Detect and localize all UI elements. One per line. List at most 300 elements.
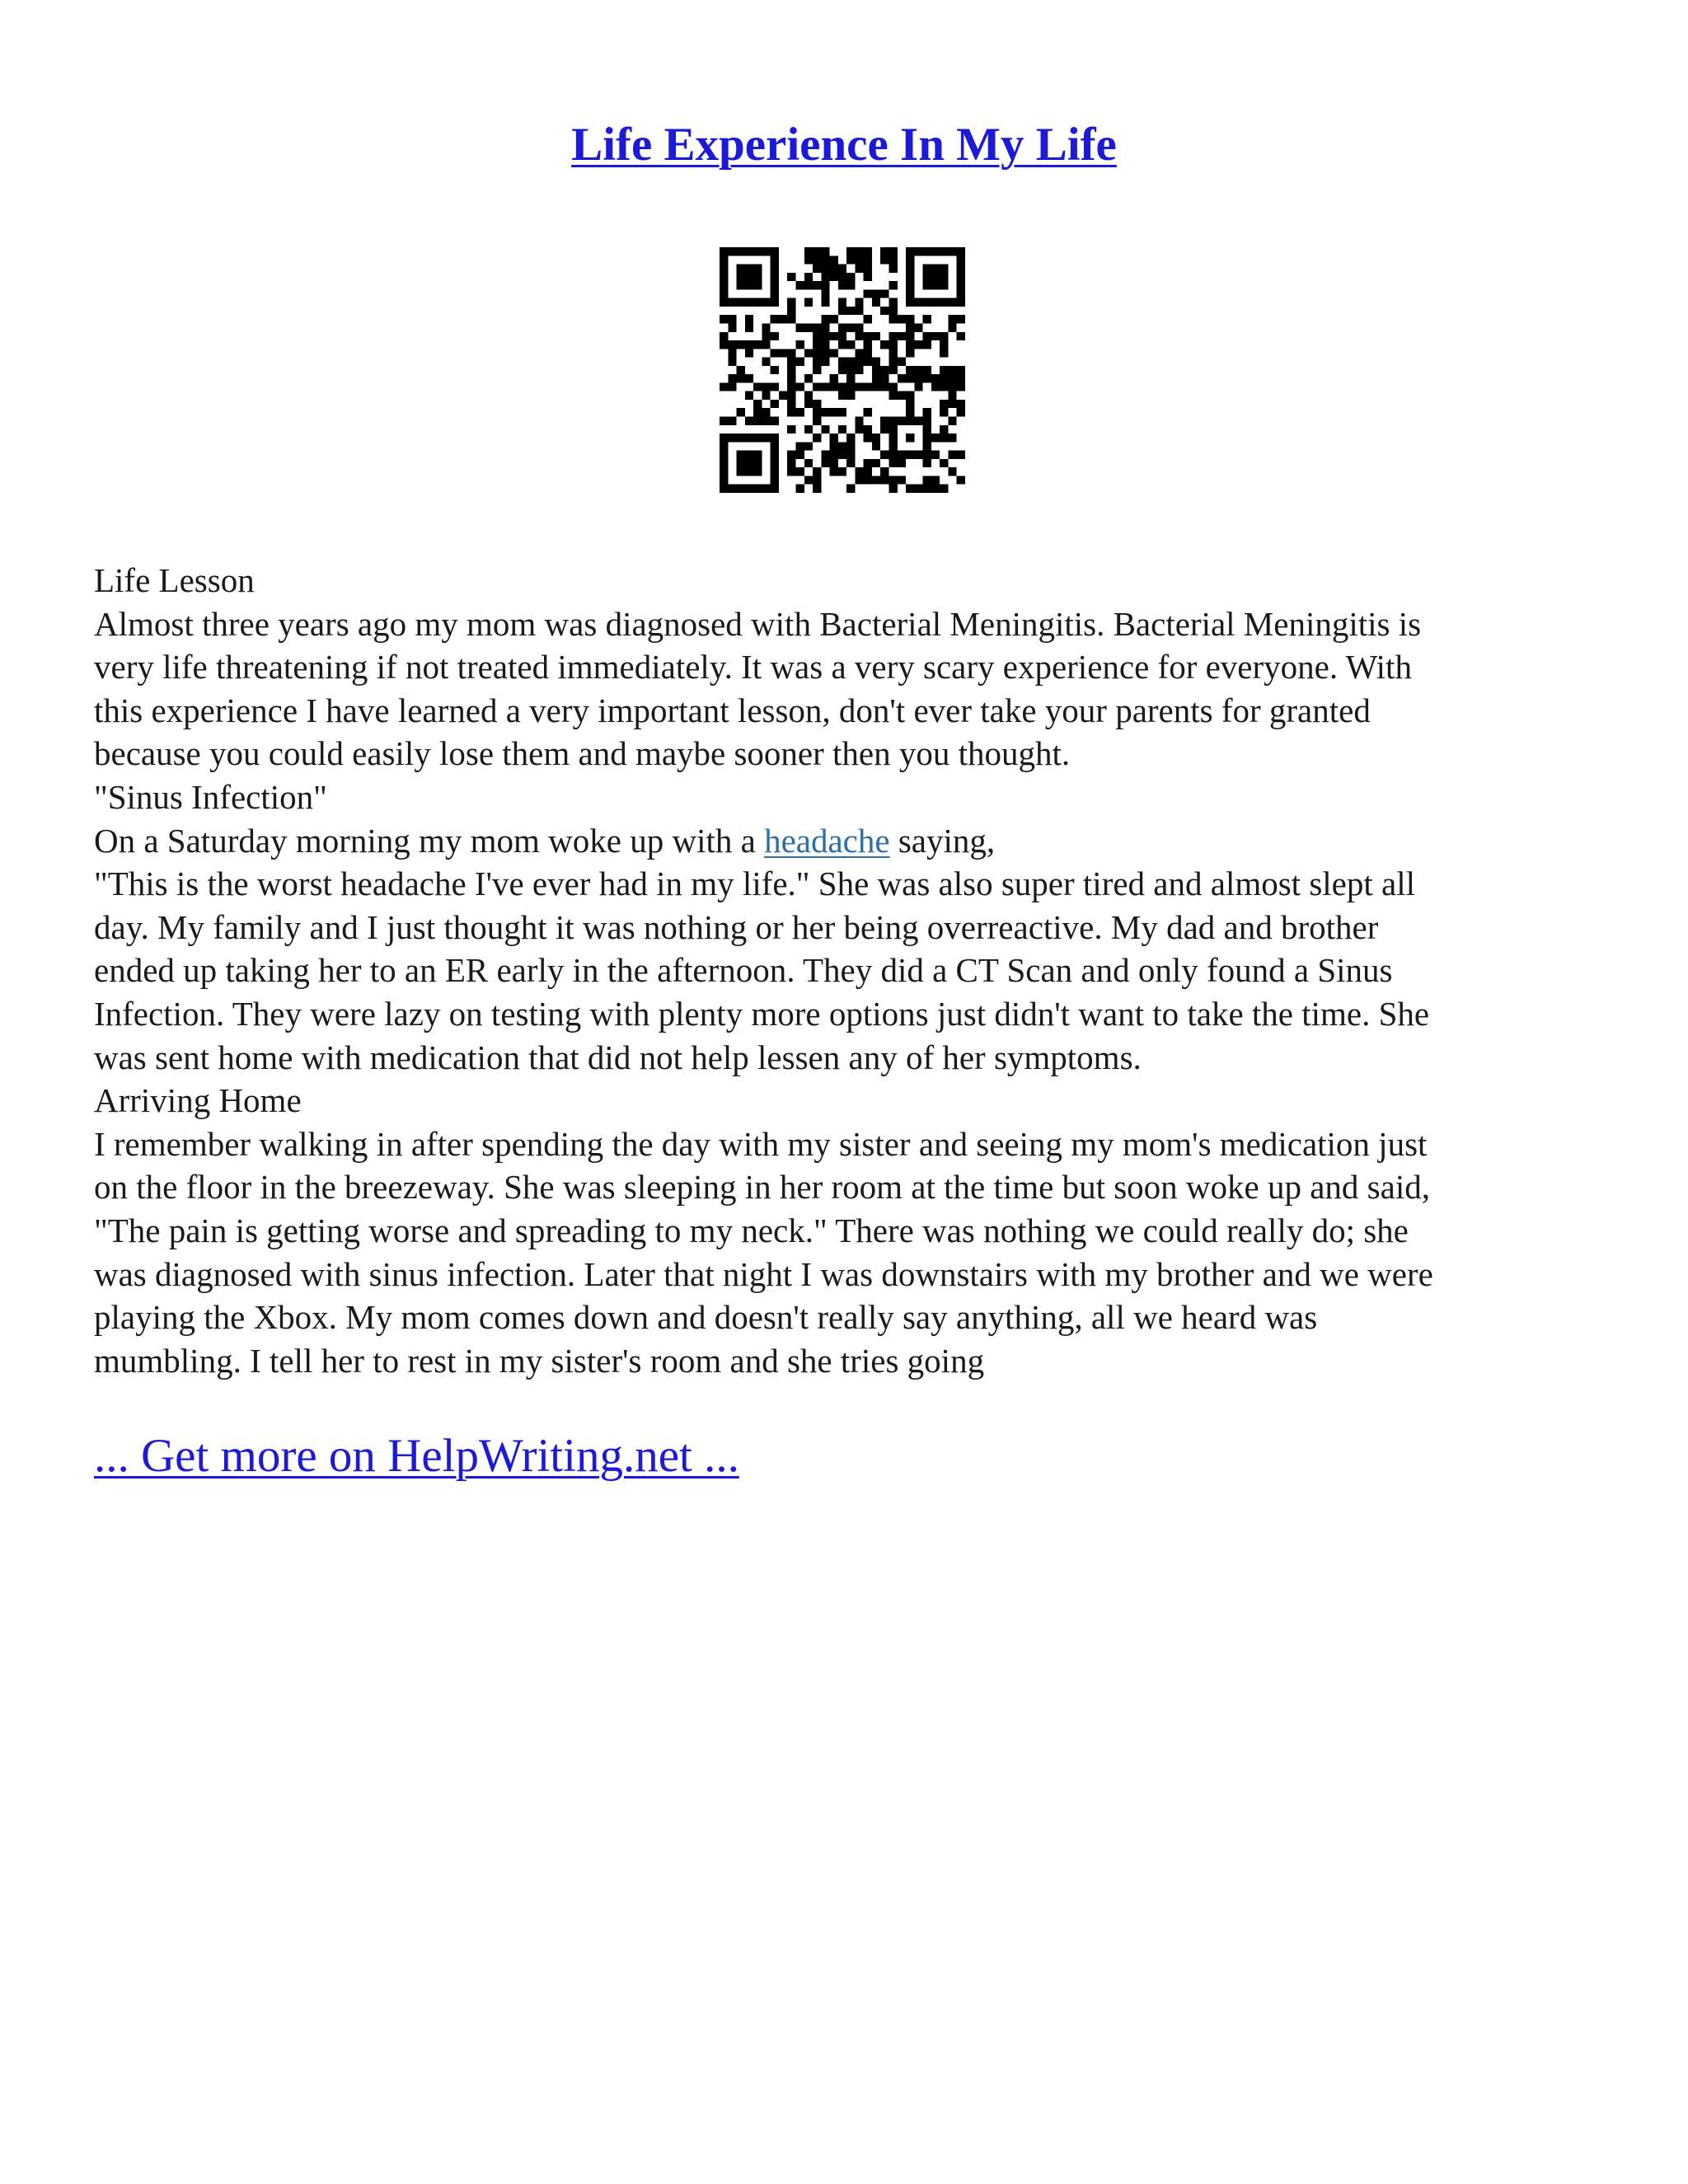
qr-module <box>830 467 838 476</box>
qr-module <box>940 485 948 493</box>
qr-module <box>855 265 863 273</box>
qr-module <box>728 315 736 323</box>
paragraph-line: was sent home with medication that did not help lessen any of her symptoms. <box>94 1038 1142 1076</box>
qr-module <box>830 374 838 382</box>
qr-module <box>855 332 863 340</box>
qr-module <box>838 273 846 281</box>
headache-link[interactable]: headache <box>764 821 890 860</box>
qr-module <box>813 340 821 349</box>
qr-module <box>821 332 829 340</box>
paragraph-line: playing the Xbox. My mom comes down and doesn't really say anything, all we heard was <box>94 1298 1318 1337</box>
qr-module <box>948 391 956 400</box>
qr-module <box>745 417 753 425</box>
qr-module <box>838 323 846 331</box>
qr-module <box>838 366 846 374</box>
qr-module <box>745 374 753 382</box>
qr-module <box>804 323 813 331</box>
qr-module <box>948 382 956 391</box>
qr-module <box>855 382 863 391</box>
qr-module <box>745 323 753 331</box>
qr-module <box>957 451 965 459</box>
qr-module <box>889 391 898 400</box>
qr-module <box>813 281 821 289</box>
qr-module <box>931 374 940 382</box>
qr-module <box>948 451 956 459</box>
qr-module <box>762 408 770 416</box>
qr-module <box>855 417 863 425</box>
paragraph-line: "The pain is getting worse and spreading to my neck." There was nothing we could really do; she <box>94 1211 1409 1249</box>
qr-module <box>728 340 736 349</box>
qr-module <box>804 281 813 289</box>
qr-module <box>753 400 762 408</box>
qr-module <box>957 315 965 323</box>
qr-module <box>940 349 948 357</box>
qr-module <box>813 349 821 357</box>
qr-module <box>940 340 948 349</box>
qr-module <box>762 323 770 331</box>
qr-module <box>787 374 795 382</box>
qr-module <box>855 298 863 307</box>
qr-module <box>889 358 898 366</box>
qr-module <box>830 255 838 264</box>
qr-module <box>821 273 829 281</box>
qr-module <box>787 391 795 400</box>
qr-module <box>855 358 863 366</box>
qr-module <box>948 400 956 408</box>
qr-module <box>745 315 753 323</box>
qr-module <box>821 382 829 391</box>
qr-module <box>821 298 829 307</box>
qr-module <box>940 400 948 408</box>
qr-module <box>813 265 821 273</box>
qr-module <box>771 417 779 425</box>
qr-module <box>838 382 846 391</box>
qr-module <box>762 332 770 340</box>
qr-module <box>948 434 956 442</box>
qr-module <box>898 358 906 366</box>
qr-module <box>948 417 956 425</box>
qr-module <box>787 382 795 391</box>
qr-module <box>821 247 829 255</box>
qr-module <box>813 467 821 476</box>
qr-module <box>813 255 821 264</box>
qr-module <box>872 366 880 374</box>
qr-module <box>804 255 813 264</box>
paragraph-line: very life threatening if not treated immediately. It was a very scary experience for everyone. With <box>94 648 1412 687</box>
qr-module <box>838 265 846 273</box>
qr-module <box>728 323 736 331</box>
qr-module <box>864 340 872 349</box>
qr-module <box>906 332 914 340</box>
qr-module <box>830 442 838 450</box>
qr-module <box>787 425 795 434</box>
qr-module <box>864 315 872 323</box>
qr-module <box>923 374 931 382</box>
qr-module <box>804 459 813 467</box>
qr-module <box>864 358 872 366</box>
paragraph-line-with-link <box>94 819 1602 863</box>
qr-module <box>804 391 813 400</box>
section-heading-arriving-home: Arriving Home <box>94 1081 302 1120</box>
qr-module <box>737 265 762 290</box>
qr-module <box>787 451 795 459</box>
qr-module <box>846 340 855 349</box>
qr-module <box>728 358 736 366</box>
qr-module <box>813 476 821 484</box>
qr-module <box>864 273 872 281</box>
qr-module <box>898 315 906 323</box>
qr-module <box>898 391 906 400</box>
qr-module <box>728 374 736 382</box>
text-segment: On a Saturday morning my mom woke up with a <box>94 821 765 860</box>
qr-module <box>864 382 872 391</box>
qr-module <box>821 315 829 323</box>
qr-module <box>787 400 795 408</box>
paragraph-line: this experience I have learned a very important lesson, don't ever take your parents for granted <box>94 691 1371 729</box>
qr-module <box>880 366 889 374</box>
qr-module <box>804 442 813 450</box>
qr-module <box>906 323 914 331</box>
qr-module <box>779 391 787 400</box>
qr-module <box>728 382 736 391</box>
qr-module <box>940 374 948 382</box>
qr-module <box>762 391 770 400</box>
qr-module <box>745 391 753 400</box>
qr-module <box>830 332 838 340</box>
qr-module <box>880 382 889 391</box>
qr-module <box>830 382 838 391</box>
qr-module <box>889 366 898 374</box>
qr-module <box>821 340 829 349</box>
qr-module <box>898 374 906 382</box>
qr-module <box>838 467 846 476</box>
qr-module <box>872 476 880 484</box>
qr-module <box>889 340 898 349</box>
qr-code-image <box>720 247 965 493</box>
qr-module <box>855 425 863 434</box>
qr-module <box>846 485 855 493</box>
qr-module <box>838 340 846 349</box>
qr-module <box>906 434 914 442</box>
qr-module <box>787 459 795 467</box>
qr-module <box>864 476 872 484</box>
qr-module <box>923 476 931 484</box>
qr-module <box>804 400 813 408</box>
qr-module <box>795 408 804 416</box>
qr-module <box>898 459 906 467</box>
qr-module <box>940 366 948 374</box>
qr-module <box>720 332 728 340</box>
qr-module <box>779 315 787 323</box>
qr-module <box>787 349 795 357</box>
qr-module <box>914 485 922 493</box>
qr-module <box>821 349 829 357</box>
qr-module <box>821 289 829 298</box>
qr-module <box>855 247 863 255</box>
qr-module <box>864 332 872 340</box>
get-more-link[interactable]: ... Get more on HelpWriting.net ... <box>94 1430 739 1482</box>
qr-module <box>931 451 940 459</box>
qr-module <box>923 485 931 493</box>
qr-module <box>880 425 889 434</box>
qr-module <box>931 485 940 493</box>
paragraph-line: was diagnosed with sinus infection. Later that night I was downstairs with my brother and we were <box>94 1254 1433 1293</box>
qr-module <box>957 332 965 340</box>
qr-module <box>957 476 965 484</box>
qr-module <box>846 374 855 382</box>
qr-module <box>728 349 736 357</box>
qr-module <box>795 442 804 450</box>
qr-module <box>787 358 795 366</box>
qr-module <box>880 467 889 476</box>
qr-module <box>940 434 948 442</box>
qr-module <box>889 247 898 255</box>
qr-module <box>795 323 804 331</box>
qr-module <box>923 459 931 467</box>
qr-module <box>821 451 829 459</box>
qr-module <box>846 391 855 400</box>
qr-module <box>889 255 898 264</box>
qr-module <box>957 366 965 374</box>
qr-module <box>864 408 872 416</box>
qr-module <box>821 281 829 289</box>
qr-module <box>931 434 940 442</box>
document-body <box>94 559 1602 1382</box>
qr-module <box>872 358 880 366</box>
qr-module <box>855 467 863 476</box>
section-heading-sinus-infection: "Sinus Infection" <box>94 777 327 816</box>
qr-module <box>855 476 863 484</box>
qr-module <box>771 349 779 357</box>
qr-module <box>830 273 838 281</box>
qr-module <box>821 459 829 467</box>
qr-module <box>948 323 956 331</box>
qr-module <box>771 400 779 408</box>
qr-module <box>880 374 889 382</box>
qr-module <box>846 247 855 255</box>
qr-module <box>838 358 846 366</box>
qr-module <box>864 255 872 264</box>
qr-module <box>940 459 948 467</box>
qr-module <box>957 400 965 408</box>
qr-module <box>923 315 931 323</box>
qr-module <box>957 382 965 391</box>
qr-module <box>771 332 779 340</box>
qr-module <box>720 340 728 349</box>
qr-module <box>821 425 829 434</box>
qr-module <box>948 467 956 476</box>
qr-module <box>864 349 872 357</box>
qr-module <box>889 307 898 315</box>
qr-module <box>872 298 880 307</box>
qr-module <box>948 315 956 323</box>
qr-module <box>855 307 863 315</box>
qr-module <box>813 408 821 416</box>
qr-module <box>813 332 821 340</box>
qr-module <box>889 332 898 340</box>
qr-module <box>864 434 872 442</box>
qr-module <box>846 255 855 264</box>
qr-module <box>846 281 855 289</box>
qr-module <box>872 289 880 298</box>
qr-module <box>838 442 846 450</box>
qr-module <box>880 451 889 459</box>
qr-module <box>838 298 846 307</box>
qr-module <box>753 382 762 391</box>
qr-module <box>923 408 931 416</box>
qr-module <box>745 349 753 357</box>
qr-module <box>923 366 931 374</box>
qr-module <box>940 332 948 340</box>
qr-module <box>872 382 880 391</box>
qr-module <box>745 340 753 349</box>
qr-module <box>931 332 940 340</box>
qr-module <box>931 382 940 391</box>
qr-module <box>762 358 770 366</box>
qr-module <box>846 434 855 442</box>
qr-module <box>728 417 736 425</box>
qr-module <box>771 382 779 391</box>
qr-module <box>880 340 889 349</box>
qr-module <box>889 281 898 289</box>
qr-module <box>889 485 898 493</box>
qr-module <box>737 366 745 374</box>
qr-module <box>753 408 762 416</box>
qr-module <box>940 382 948 391</box>
qr-module <box>880 255 889 264</box>
qr-module <box>906 366 914 374</box>
qr-module <box>914 366 922 374</box>
paragraph-line: "This is the worst headache I've ever had in my life." She was also super tired and almost slept all <box>94 865 1415 903</box>
qr-module <box>830 315 838 323</box>
qr-module <box>813 382 821 391</box>
qr-module <box>737 374 745 382</box>
qr-module <box>864 247 872 255</box>
qr-module <box>813 247 821 255</box>
qr-module <box>804 476 813 484</box>
qr-module <box>830 434 838 442</box>
qr-module <box>813 323 821 331</box>
qr-module <box>838 332 846 340</box>
qr-module <box>804 425 813 434</box>
qr-module <box>720 417 728 425</box>
qr-module <box>762 340 770 349</box>
qr-module <box>762 417 770 425</box>
paragraph-line: Infection. They were lazy on testing with plenty more options just didn't want to take the time. She <box>94 994 1430 1033</box>
qr-module <box>889 459 898 467</box>
qr-module <box>787 366 795 374</box>
qr-module <box>855 255 863 264</box>
qr-module <box>838 408 846 416</box>
qr-module <box>753 340 762 349</box>
text-segment: saying, <box>889 821 996 860</box>
qr-module <box>737 451 762 476</box>
qr-module <box>830 408 838 416</box>
qr-module <box>737 408 745 416</box>
qr-module <box>880 476 889 484</box>
qr-module <box>830 459 838 467</box>
qr-module <box>880 417 889 425</box>
section-heading-life-lesson: Life Lesson <box>94 561 255 599</box>
qr-module <box>846 323 855 331</box>
qr-module <box>914 340 922 349</box>
qr-module <box>914 374 922 382</box>
qr-module <box>787 298 795 307</box>
qr-module <box>880 307 889 315</box>
qr-module <box>957 374 965 382</box>
qr-module <box>795 358 804 366</box>
qr-module <box>914 382 922 391</box>
qr-module <box>813 417 821 425</box>
qr-module <box>804 374 813 382</box>
qr-module <box>787 467 795 476</box>
qr-module <box>923 332 931 340</box>
qr-module <box>830 265 838 273</box>
qr-module <box>838 307 846 315</box>
qr-module <box>923 265 949 290</box>
paragraph-line: because you could easily lose them and maybe sooner then you thought. <box>94 734 1071 773</box>
qr-module <box>940 425 948 434</box>
qr-module <box>880 247 889 255</box>
qr-module <box>804 298 813 307</box>
qr-module <box>889 382 898 391</box>
qr-module <box>830 451 838 459</box>
qr-module <box>864 459 872 467</box>
qr-module <box>889 315 898 323</box>
qr-module <box>864 265 872 273</box>
paragraph-line: I remember walking in after spending the day with my sister and seeing my mom's medication just <box>94 1124 1428 1163</box>
qr-module <box>846 459 855 467</box>
paragraph-line: on the floor in the breezeway. She was sleeping in her room at the time but soon woke up and said, <box>94 1168 1430 1207</box>
qr-module <box>872 442 880 450</box>
qr-module <box>864 289 872 298</box>
qr-module <box>846 358 855 366</box>
qr-module <box>906 485 914 493</box>
qr-module <box>787 408 795 416</box>
qr-module <box>813 485 821 493</box>
qr-module <box>846 273 855 281</box>
qr-module <box>771 315 779 323</box>
qr-module <box>795 382 804 391</box>
qr-module <box>906 315 914 323</box>
qr-module <box>795 485 804 493</box>
qr-module <box>795 467 804 476</box>
qr-module <box>821 255 829 264</box>
qr-module <box>906 400 914 408</box>
qr-module <box>804 349 813 357</box>
qr-module <box>720 382 728 391</box>
qr-module <box>906 349 914 357</box>
qr-module <box>821 323 829 331</box>
qr-module <box>898 332 906 340</box>
qr-module <box>753 417 762 425</box>
qr-module <box>846 442 855 450</box>
qr-module <box>889 298 898 307</box>
qr-module <box>821 265 829 273</box>
qr-module <box>838 391 846 400</box>
qr-module <box>771 366 779 374</box>
qr-module <box>804 247 813 255</box>
qr-module <box>838 451 846 459</box>
qr-module <box>846 366 855 374</box>
qr-module <box>846 382 855 391</box>
qr-module <box>846 451 855 459</box>
paragraph-line: Almost three years ago my mom was diagnosed with Bacterial Meningitis. Bacterial Meningitis is <box>94 604 1422 643</box>
qr-module <box>779 349 787 357</box>
title-link[interactable]: Life Experience In My Life <box>571 119 1117 171</box>
qr-module <box>889 265 898 273</box>
qr-module <box>923 340 931 349</box>
